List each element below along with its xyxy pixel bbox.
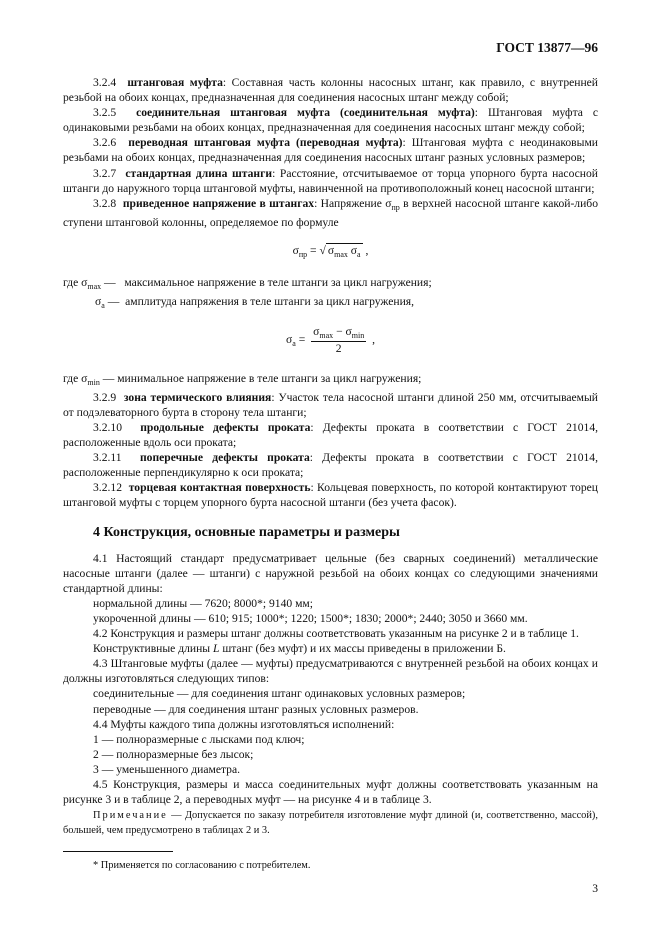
- definition-3-2-8: 3.2.8 приведенное напряжение в штангах: Напряжение $\sigma_{пр}$ в верхней насосной штанге какой-либо ступени штанговой колонны, определяемое по формуле: [63, 196, 598, 229]
- term: приведенное напряжение в штангах: [122, 196, 315, 210]
- definition-3-2-12: 3.2.12 торцевая контактная поверхность: Кольцевая поверхность, по которой контактируют торец штанговой муфты с торцем упорного бурта насосной штанги (без учета фасок).: [63, 481, 598, 510]
- definition-3-2-4: 3.2.4 штанговая муфта: Составная часть колонны насосных штанг, как правило, с внутренней резьбой на обоих концах, предназначенная для соединения насосных штанг между собой;: [63, 76, 599, 105]
- legend-row-amplitude: $\sigma_a$ — амплитуда напряжения в теле штанги за цикл нагружения,: [95, 295, 415, 311]
- definition-3-2-6: 3.2.6 переводная штанговая муфта (переводная муфта): Штанговая муфта с неодинаковыми резьбами на обоих концах, предназначенная для соединения насосных штанг разных условных размеров;: [63, 136, 598, 165]
- formula-reduced-stress: $\sigma_{пр}$ = √ $\sigma_{max}$ $\sigma_a$ ,: [292, 243, 369, 259]
- clause-4-3-connecting: соединительные — для соединения штанг одинаковых условных размеров;: [93, 687, 466, 701]
- definition-3-2-9: 3.2.9 зона термического влияния: Участок тела насосной штанги длиной 250 мм, отсчитываемый от подэлеваторного бурта в сторону тела штанги;: [63, 390, 599, 419]
- clause-4-1-normal-length: нормальной длины — 7620; 8000*; 9140 мм;: [93, 596, 313, 610]
- footnote: * Применяется по согласованию с потребителем.: [93, 860, 311, 872]
- page-number: 3: [592, 882, 598, 895]
- definition-3-2-11: 3.2.11 поперечные дефекты проката: Дефекты проката в соответствии с ГОСТ 21014, расположенные перпендикулярно к оси проката;: [63, 451, 598, 480]
- document-page: [63, 40, 598, 873]
- legend-row-min: где $\sigma_{min}$ — минимальное напряжение в теле штанги за цикл нагружения;: [63, 371, 422, 387]
- term: соединительная штанговая муфта (соединительная муфта): [136, 106, 475, 120]
- term: продольные дефекты проката: [140, 421, 311, 434]
- term: торцевая контактная поверхность: [128, 481, 311, 495]
- note: Примечание — Допускается по заказу потребителя изготовление муфт длиной (и, соответственно, массой), большей, чем предусмотрено в таблицах 2 и 3.: [63, 810, 598, 836]
- formula-legend: [63, 275, 598, 313]
- footnote-divider: [63, 851, 173, 852]
- document-number: ГОСТ 13877—96: [496, 40, 598, 55]
- clause-4-3: 4.3 Штанговые муфты (далее — муфты) предусматриваются с внутренней резьбой на обоих концах и должны изготовляться следующих типов:: [63, 657, 598, 686]
- formula-amplitude: $\sigma_a$ = $\frac{\sigma_{max} - \sigma_{min}}{2}$ ,: [285, 325, 376, 356]
- clause-4-5: 4.5 Конструкция, размеры и масса соединительных муфт должны соответствовать указанным на рисунке 3 и в таблице 2, а переводных муфт — на рисунке 4 и в таблице 3.: [63, 777, 598, 807]
- term: стандартная длина штанги: [125, 166, 273, 180]
- clause-4-1-short-length: укороченной длины — 610; 915; 1000*; 1220; 1500*; 1830; 2000*; 2440; 3050 и 3660 мм.: [93, 611, 528, 625]
- fraction: $\frac{\sigma_{max} - \sigma_{min}}{2}$: [313, 325, 365, 356]
- note-label: Примечание: [93, 810, 168, 822]
- legend-row-max: где $\sigma_{max}$ — максимальное напряжение в теле штанги за цикл нагружения;: [63, 275, 432, 291]
- clause-4-4-version-3: 3 — уменьшенного диаметра.: [93, 762, 241, 776]
- term: поперечные дефекты проката: [139, 451, 310, 465]
- clause-4-4-version-1: 1 — полноразмерные с лысками под ключ;: [93, 732, 305, 746]
- section-heading: 4 Конструкция, основные параметры и размеры: [93, 524, 400, 540]
- term: штанговая муфта: [127, 76, 223, 89]
- clause-4-4-version-2: 2 — полноразмерные без лысок;: [93, 747, 254, 761]
- definition-3-2-7: 3.2.7 стандартная длина штанги: Расстояние, отсчитываемое от торца упорного бурта насосной штанги до наружного торца штанговой муфты, навинченной на противоположный конец насосной штанги;: [63, 166, 599, 195]
- definition-3-2-5: 3.2.5 соединительная штанговая муфта (соединительная муфта): Штанговая муфта с одинаковыми резьбами на обоих концах, предназначенная для соединения насосных штанг между собой;: [63, 106, 599, 135]
- clause-4-2-lengths: Конструктивные длины L штанг (без муфт) и их массы приведены в приложении Б.: [93, 642, 506, 656]
- clause-4-2: 4.2 Конструкция и размеры штанг должны соответствовать указанным на рисунке 2 и в таблице 1.: [93, 627, 579, 641]
- clause-4-1: 4.1 Настоящий стандарт предусматривает цельные (без сварных соединений) металлические насосные штанги (далее — штанги) с наружной резьбой на обоих концах со следующими значениями стандартной длины:: [63, 551, 598, 595]
- term: переводная штанговая муфта (переводная муфта): [128, 136, 403, 150]
- clause-4-4: 4.4 Муфты каждого типа должны изготовляться исполнений:: [93, 717, 395, 731]
- sqrt-sign: $\sigma_{max}$ $\sigma_a$: [327, 243, 361, 259]
- definition-3-2-10: 3.2.10 продольные дефекты проката: Дефекты проката в соответствии с ГОСТ 21014, расположенные вдоль оси проката;: [63, 421, 599, 450]
- term: зона термического влияния: [123, 390, 272, 404]
- clause-4-3-transition: переводные — для соединения штанг разных условных размеров.: [93, 702, 419, 716]
